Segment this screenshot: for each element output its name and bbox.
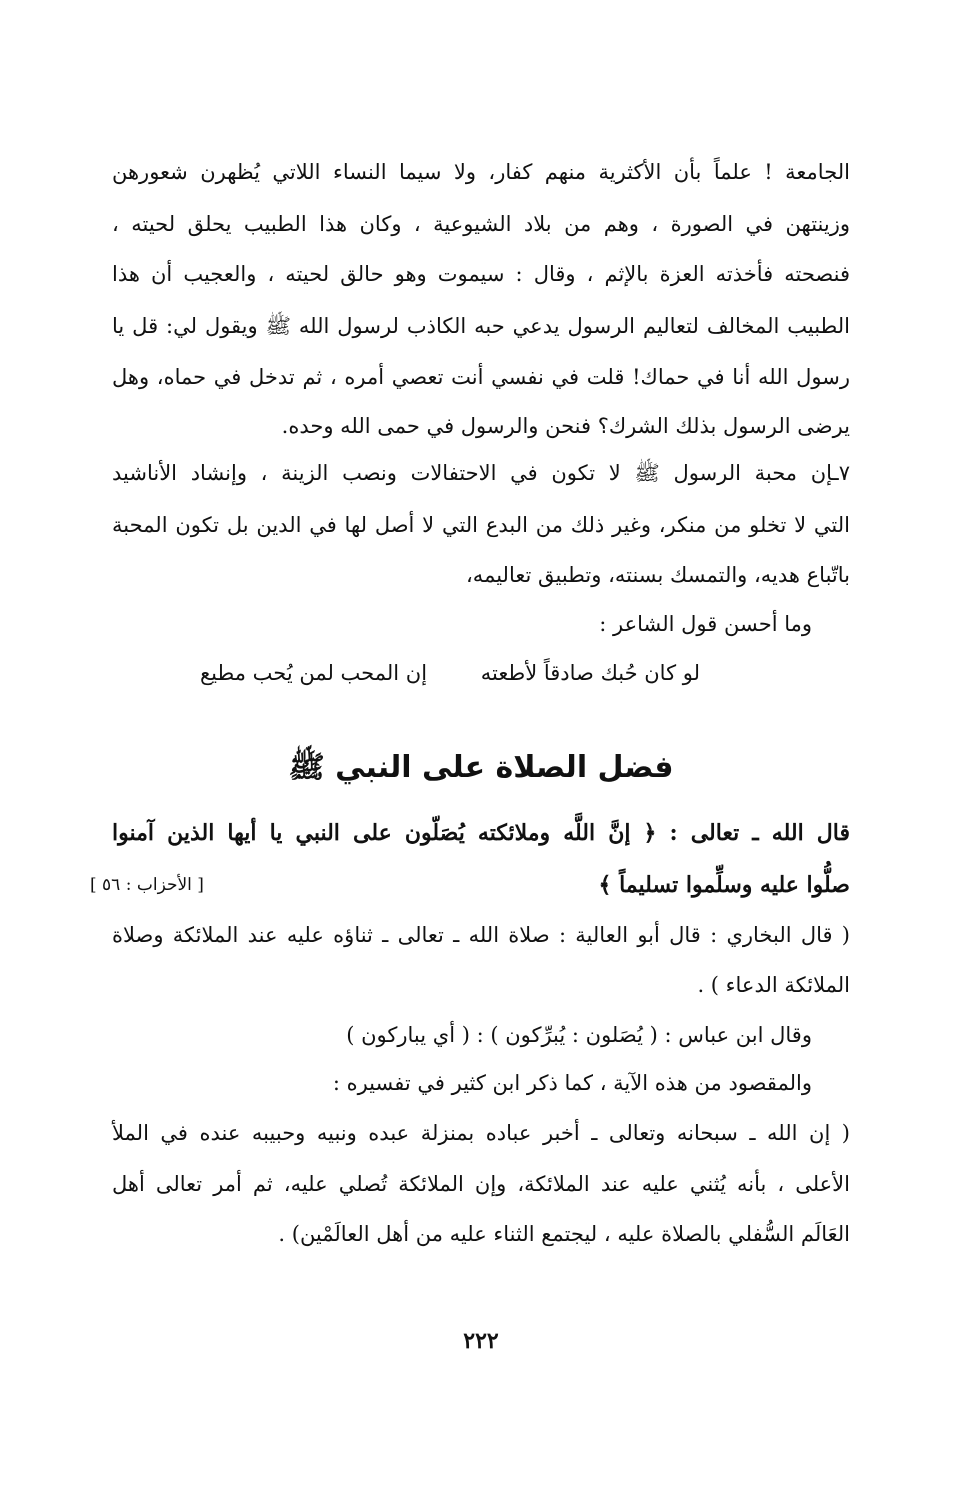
verse-line: قال الله ـ تعالى : ﴿ إنَّ اللَّه وملائكته يُصَلّون على النبي يا أيها الذين آمنوا: [112, 820, 850, 846]
text-line: الأعلى ، بأنه يُثني عليه عند الملائكة، وإن الملائكة تُصلي عليه، ثم أمر تعالى أهل: [112, 1172, 850, 1196]
text-line: يرضى الرسول بذلك الشرك؟ فنحن والرسول في حمى الله وحده.: [281, 414, 850, 438]
text-line: فنصحته فأخذته العزة بالإثم ، وقال : سيموت وهو حالق لحيته ، والعجيب أن هذا: [112, 262, 850, 286]
text-line: والمقصود من هذه الآية ، كما ذكر ابن كثير في تفسيره :: [332, 1071, 812, 1095]
text-line: رسول الله أنا في حماك! قلت في نفسي أنت تعصي أمره ، ثم تدخل في حماه، وهل: [112, 365, 850, 389]
text-line: ( قال البخاري : قال أبو العالية : صلاة الله ـ تعالى ـ ثناؤه عليه عند الملائكة وصلاة: [112, 923, 850, 947]
text-line: العَالَم السُّفلي بالصلاة عليه ، ليجتمع الثناء عليه من أهل العالَمْين) .: [278, 1222, 850, 1246]
text-line: الجامعة ! علماً بأن الأكثرية منهم كفار، ولا سيما النساء اللاتي يُظهرن شعورهن: [112, 160, 850, 184]
text-line: ٧ـإن محبة الرسول ﷺ لا تكون في الاحتفالات ونصب الزينة ، وإنشاد الأناشيد: [112, 461, 850, 485]
text-line: التي لا تخلو من منكر، وغير ذلك من البدع التي لا أصل لها في الدين بل تكون المحبة: [112, 513, 850, 537]
text-line: ( إن الله ـ سبحانه وتعالى ـ أخبر عباده بمنزلة عبده ونبيه وحبيبه عنده في الملأ: [112, 1121, 850, 1145]
text-line: وقال ابن عباس : ( يُصَلون : يُبرِّكون ) : ( أي يباركون ): [346, 1023, 812, 1047]
text-line: الملائكة الدعاء ) .: [697, 973, 850, 997]
poem-intro: وما أحسن قول الشاعر :: [599, 612, 812, 636]
text-line: باتّباع هديه، والتمسك بسنته، وتطبيق تعاليمه،: [466, 563, 850, 587]
text-line: الطبيب المخالف لتعاليم الرسول يدعي حبه الكاذب لرسول الله ﷺ ويقول لي: قل يا: [112, 314, 850, 338]
verse-reference: [ الأحزاب : ٥٦ ]: [90, 875, 204, 895]
poem-first-hemistich: لو كان حُبك صادقاً لأطعته: [480, 661, 700, 685]
section-heading: فضل الصلاة على النبي ﷺ: [288, 750, 674, 785]
page-number: ٢٢٢: [463, 1328, 499, 1354]
poem-second-hemistich: إن المحب لمن يُحب مطيع: [200, 661, 428, 685]
verse-line: صلُّوا عليه وسلِّموا تسليماً ﴾: [598, 872, 850, 898]
text-line: وزينتهن في الصورة ، وهم من بلاد الشيوعية ، وكان هذا الطبيب يحلق لحيته ،: [112, 212, 850, 236]
